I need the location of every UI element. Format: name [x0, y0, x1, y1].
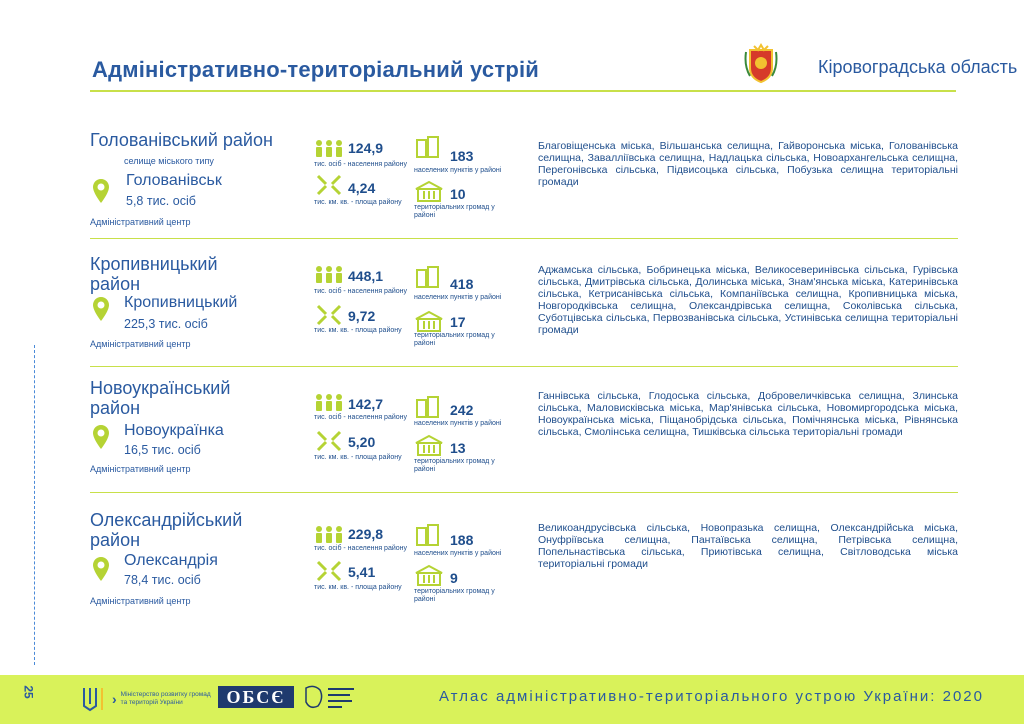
region-name: Кіровоградська область [818, 57, 1018, 77]
communities-value: 13 [450, 440, 466, 456]
settlements-label: населених пунктів у районі [414, 294, 502, 301]
location-pin-icon [92, 424, 110, 450]
admin-center-label: Адміністративний центр [90, 217, 191, 227]
population-label: тис. осіб - населення району [314, 414, 408, 421]
communities-value: 10 [450, 186, 466, 202]
center-population: 78,4 тис. осіб [124, 573, 201, 587]
district-communities-text: Аджамська сільська, Бобринецька міська, Великосеверинівська сільська, Гурівська сільська, Дмитрівська сільська, Долинська міська, Знам'янська міська, Катеринівська сільська, Кетрисанівська сільська, Компаніївська селищна, Кропивницька міська, Новгородківська селищна, Олександрівська селищна, Соколівська сільська, Суботцівська сільська, Первозванівська сільська, Устинівська селищна територіальні громади [538, 264, 958, 336]
population-value: 124,9 [348, 140, 384, 156]
district-name: Кропивницький район [90, 254, 218, 294]
district-communities-text: Ганнівська сільська, Глодоська сільська, Добровеличківська селищна, Злинська сільська, Маловисківська міська, Мар'янівська сільська, Новомиргородська міська, Новоукраїнська міська, Піщанобрідська сільська, Помічнянська міська, Рівнянська сільська, Смолінська селищна, Тишківська сільська територіальні громади [538, 390, 958, 438]
area-value: 9,72 [348, 308, 376, 324]
page-title: Адміністративно-територіальний устрій [92, 57, 540, 82]
side-dashed-line [34, 345, 35, 665]
buildings-icon [414, 524, 444, 546]
center-name: Олександрія [124, 552, 218, 569]
people-icon [314, 138, 344, 160]
communities-value: 17 [450, 314, 466, 330]
settlements-label: населених пунктів у районі [414, 167, 502, 174]
district-divider [90, 492, 958, 493]
district-communities-text: Благовіщенська міська, Вільшанська селищна, Гайворонська міська, Голованівська селищна, Завалліївська селищна, Надлацька сільська, Новоархангельська селищна, Перегонівська сільська, Підвисоцька сільська, Побузька селищна територіальні громади [538, 140, 958, 188]
population-label: тис. осіб - населення району [314, 288, 408, 295]
area-arrows-icon [314, 430, 344, 452]
buildings-icon [414, 396, 444, 418]
settlements-label: населених пунктів у районі [414, 420, 502, 427]
center-population: 225,3 тис. осіб [124, 317, 208, 331]
area-arrows-icon [314, 174, 344, 196]
ministry-logo [112, 684, 212, 714]
center-population: 16,5 тис. осіб [124, 443, 201, 457]
area-arrows-icon [314, 304, 344, 326]
population-value: 142,7 [348, 396, 384, 412]
district-block [90, 130, 958, 238]
community-building-icon [414, 180, 444, 202]
header-divider [90, 90, 956, 92]
district-divider [90, 366, 958, 367]
program-logo-icon [300, 682, 360, 714]
settlements-value: 418 [450, 276, 474, 292]
center-type: селище міського типу [124, 156, 214, 166]
center-name: Голованівськ [126, 172, 222, 189]
area-label: тис. км. кв. - площа району [314, 584, 402, 591]
ministry-logo-icon: › [112, 691, 117, 707]
buildings-icon [414, 136, 444, 158]
area-value: 5,41 [348, 564, 376, 580]
community-building-icon [414, 564, 444, 586]
atlas-title: Атлас адміністративно-територіального устрою України: 2020 [438, 688, 984, 705]
area-arrows-icon [314, 560, 344, 582]
settlements-value: 183 [450, 148, 474, 164]
population-value: 229,8 [348, 526, 384, 542]
center-name: Кропивницький [124, 294, 238, 311]
community-building-icon [414, 310, 444, 332]
coat-of-arms-icon [744, 42, 778, 84]
trident-logo-icon [70, 684, 110, 714]
people-icon [314, 524, 344, 546]
page-number: 25 [21, 685, 36, 699]
location-pin-icon [92, 296, 110, 322]
buildings-icon [414, 266, 444, 288]
population-label: тис. осіб - населення району [314, 161, 408, 168]
district-name: Новоукраїнський район [90, 378, 231, 418]
people-icon [314, 264, 344, 286]
admin-center-label: Адміністративний центр [90, 596, 191, 606]
area-value: 5,20 [348, 434, 376, 450]
district-divider [90, 238, 958, 239]
area-value: 4,24 [348, 180, 376, 196]
osce-logo [218, 686, 294, 708]
settlements-value: 188 [450, 532, 474, 548]
people-icon [314, 392, 344, 414]
area-label: тис. км. кв. - площа району [314, 327, 402, 334]
communities-label: територіальних громад у районі [414, 588, 495, 603]
district-name: Голованівський район [90, 130, 273, 150]
communities-value: 9 [450, 570, 458, 586]
communities-label: територіальних громад у районі [414, 204, 495, 219]
settlements-value: 242 [450, 402, 474, 418]
district-block [90, 510, 958, 620]
center-population: 5,8 тис. осіб [126, 194, 196, 208]
location-pin-icon [92, 178, 110, 204]
osce-label: ОБСЄ [226, 686, 286, 707]
communities-label: територіальних громад у районі [414, 458, 495, 473]
district-block [90, 254, 958, 376]
communities-label: територіальних громад у районі [414, 332, 495, 347]
population-label: тис. осіб - населення району [314, 545, 408, 552]
admin-center-label: Адміністративний центр [90, 464, 191, 474]
district-block [90, 378, 958, 490]
district-communities-text: Великоандрусівська сільська, Новопразька селищна, Олександрійська міська, Онуфріївська селищна, Пантаївська селищна, Петрівська селищна, Попельнастівська сільська, Приютівська селищна, Світловодська міська територіальні громади [538, 522, 958, 570]
ministry-label: Міністерство розвитку громад та територій України [120, 691, 211, 706]
admin-center-label: Адміністративний центр [90, 339, 191, 349]
center-name: Новоукраїнка [124, 422, 224, 439]
settlements-label: населених пунктів у районі [414, 550, 502, 557]
district-name: Олександрійський район [90, 510, 243, 550]
area-label: тис. км. кв. - площа району [314, 199, 402, 206]
location-pin-icon [92, 556, 110, 582]
area-label: тис. км. кв. - площа району [314, 454, 402, 461]
population-value: 448,1 [348, 268, 384, 284]
community-building-icon [414, 434, 444, 456]
